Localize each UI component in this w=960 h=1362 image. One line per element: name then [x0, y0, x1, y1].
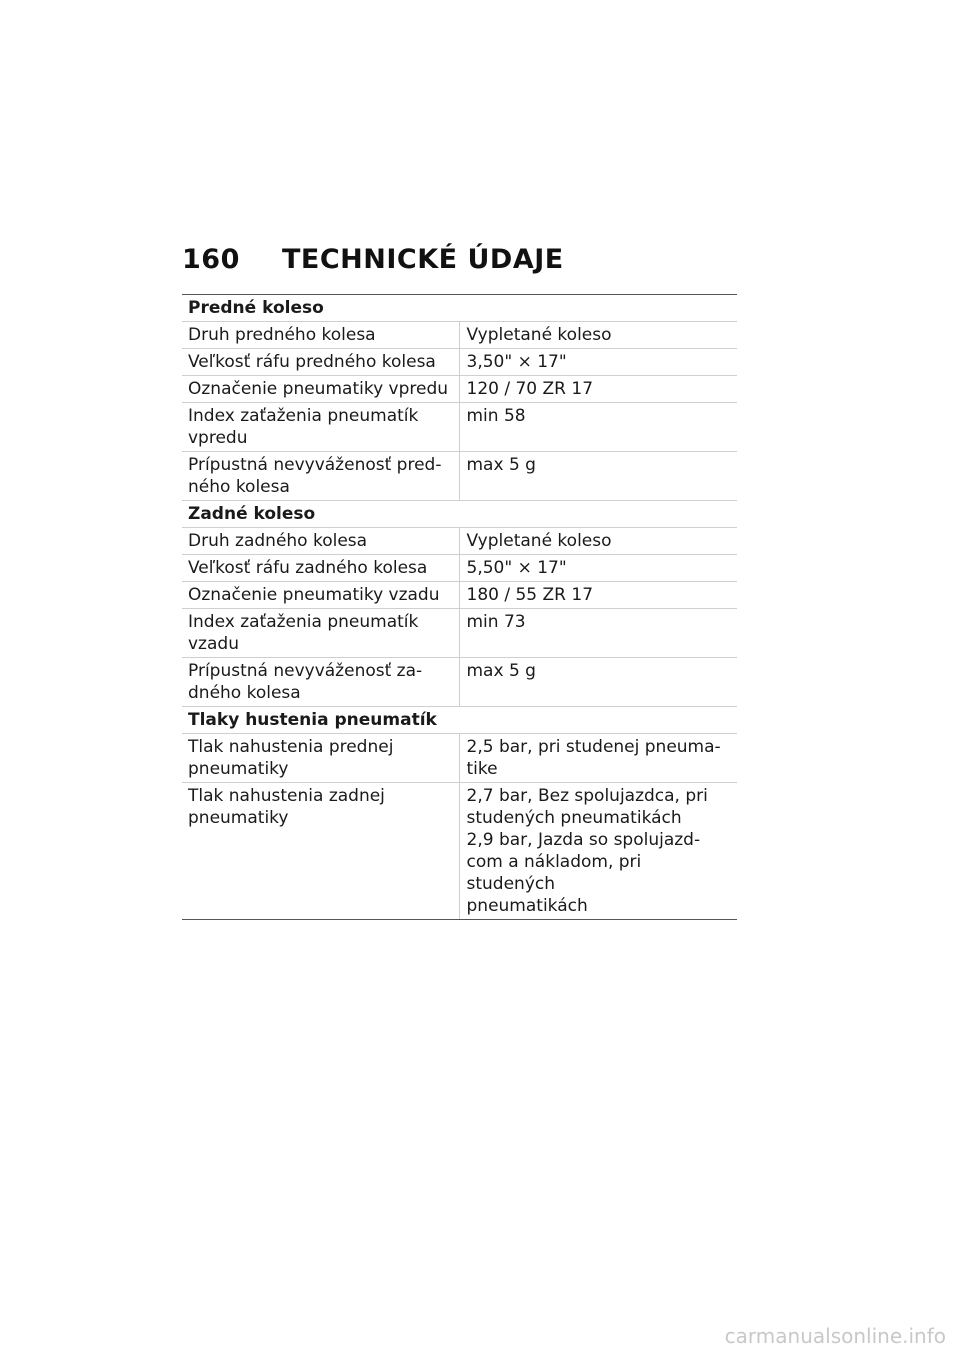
spec-label: Veľkosť ráfu zadného kolesa	[182, 555, 459, 582]
spec-value: min 73	[459, 609, 737, 658]
page-title: TECHNICKÉ ÚDAJE	[282, 244, 564, 275]
section-heading: Zadné koleso	[182, 501, 737, 528]
table-row	[182, 376, 737, 403]
spec-label: Prípustná nevyváženosť pred- ného kolesa	[182, 452, 459, 501]
section-heading: Tlaky hustenia pneumatík	[182, 707, 737, 734]
page-number: 160	[182, 244, 240, 275]
spec-value: max 5 g	[459, 452, 737, 501]
table-row	[182, 528, 737, 555]
spec-label: Tlak nahustenia zadnej pneumatiky	[182, 783, 459, 920]
spec-label: Veľkosť ráfu predného kolesa	[182, 349, 459, 376]
spec-value: 120 / 70 ZR 17	[459, 376, 737, 403]
table-row	[182, 322, 737, 349]
page-header	[182, 244, 564, 275]
table-row	[182, 734, 737, 783]
spec-value: 5,50" × 17"	[459, 555, 737, 582]
spec-value: Vypletané koleso	[459, 322, 737, 349]
spec-label: Označenie pneumatiky vpredu	[182, 376, 459, 403]
section-heading: Predné koleso	[182, 295, 737, 322]
spec-value: min 58	[459, 403, 737, 452]
table-row	[182, 555, 737, 582]
watermark: carmanualsonline.info	[724, 1324, 946, 1348]
spec-value: 180 / 55 ZR 17	[459, 582, 737, 609]
section-header-tire-pressure	[182, 707, 737, 734]
table-row	[182, 658, 737, 707]
table-row	[182, 582, 737, 609]
spec-value: Vypletané koleso	[459, 528, 737, 555]
spec-label: Index zaťaženia pneumatík vzadu	[182, 609, 459, 658]
section-header-front-wheel	[182, 295, 737, 322]
spec-label: Index zaťaženia pneumatík vpredu	[182, 403, 459, 452]
spec-label: Prípustná nevyváženosť za- dného kolesa	[182, 658, 459, 707]
table-row	[182, 403, 737, 452]
section-header-rear-wheel	[182, 501, 737, 528]
spec-table	[182, 294, 737, 920]
spec-value: 2,5 bar, pri studenej pneuma- tike	[459, 734, 737, 783]
spec-label: Druh zadného kolesa	[182, 528, 459, 555]
table-row	[182, 349, 737, 376]
spec-value: 2,7 bar, Bez spolujazdca, pri studených pneumatikách 2,9 bar, Jazda so spolujazd- com a nákladom, pri studených pneumatikách	[459, 783, 737, 920]
table-row	[182, 452, 737, 501]
spec-label: Označenie pneumatiky vzadu	[182, 582, 459, 609]
spec-value: max 5 g	[459, 658, 737, 707]
table-row	[182, 609, 737, 658]
spec-label: Druh predného kolesa	[182, 322, 459, 349]
table-row	[182, 783, 737, 920]
spec-label: Tlak nahustenia prednej pneumatiky	[182, 734, 459, 783]
spec-value: 3,50" × 17"	[459, 349, 737, 376]
